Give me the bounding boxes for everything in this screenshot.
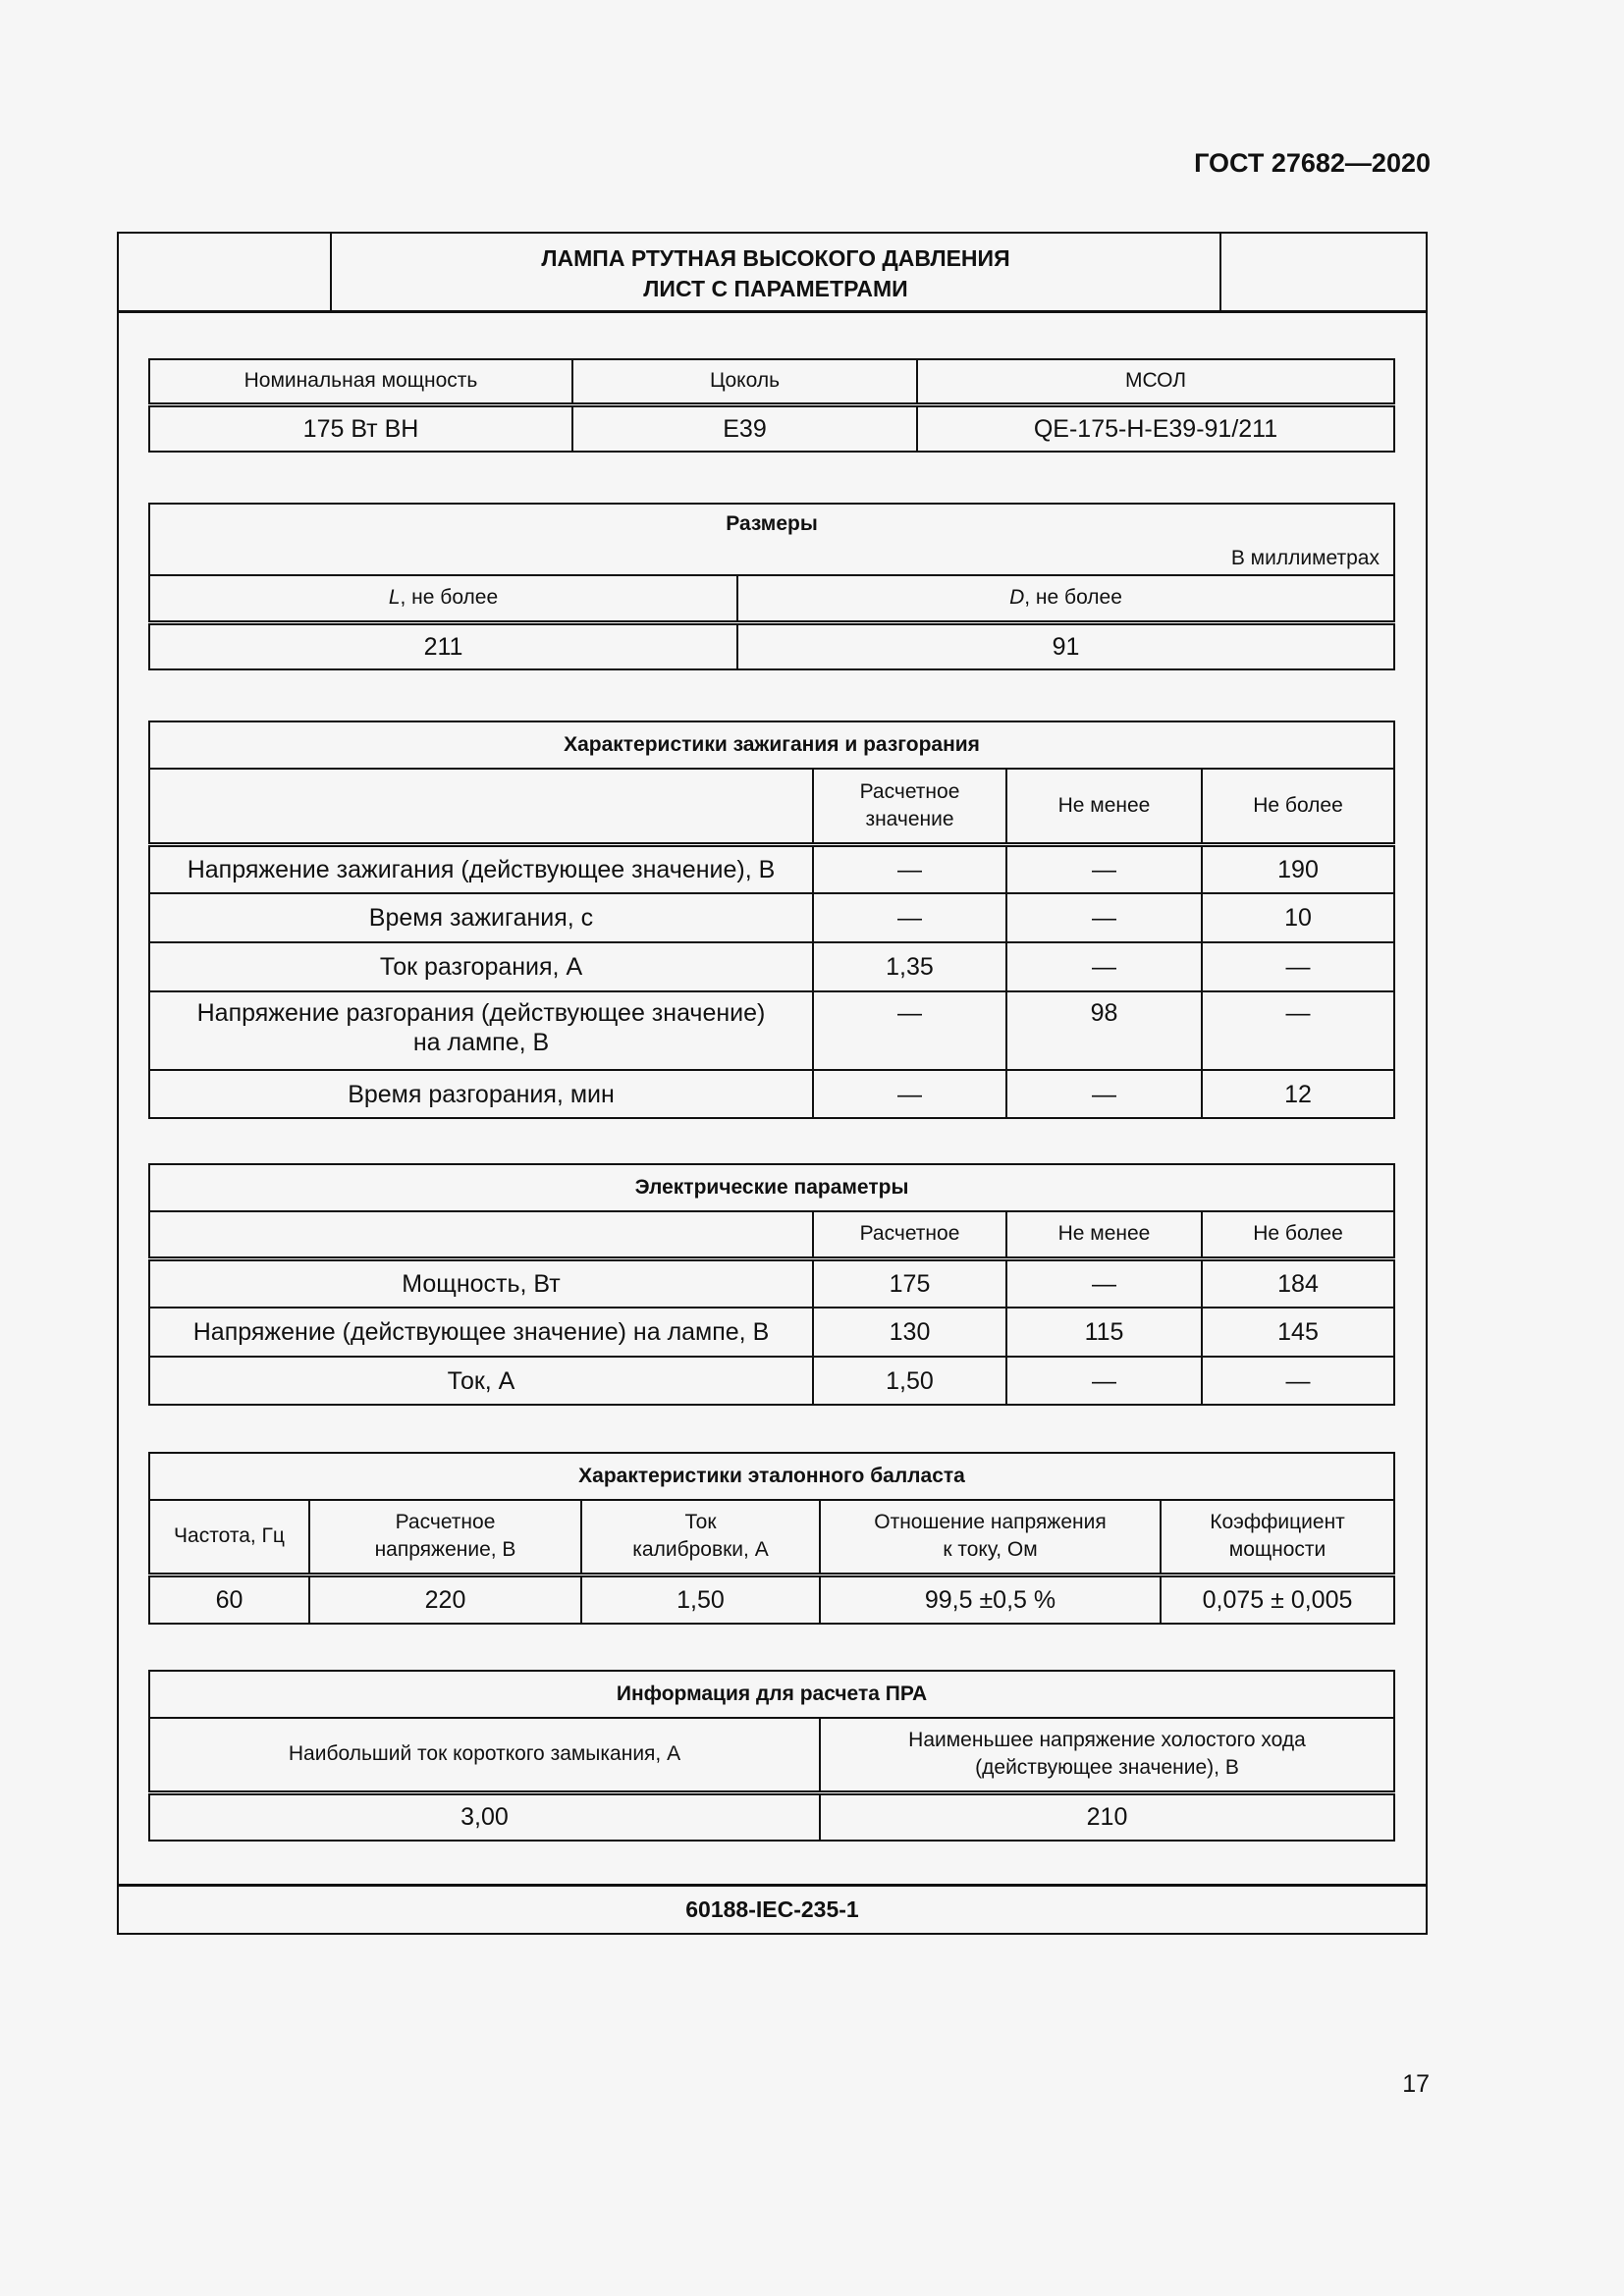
table-row [149, 991, 1394, 1070]
header-cell [820, 1718, 1394, 1792]
header-cell: Цоколь [572, 359, 917, 404]
value-cell: 175 [813, 1258, 1006, 1308]
symbol-d: D [1009, 586, 1025, 610]
table-title: Характеристики эталонного балласта [149, 1453, 1394, 1500]
param-line: Напряжение разгорания (действующее значение) [196, 999, 766, 1027]
table-row [149, 1671, 1394, 1718]
header-cell [820, 1500, 1161, 1575]
sheet-header [119, 234, 1426, 313]
table-row [149, 504, 1394, 543]
sheet-title [332, 243, 1219, 304]
table-row [149, 769, 1394, 844]
value-cell: 211 [149, 622, 737, 669]
sheet-code: 60188-IEC-235-1 [119, 1884, 1426, 1933]
value-cell: 12 [1202, 1070, 1394, 1118]
value-cell: 1,35 [813, 942, 1006, 991]
electrical-table [148, 1163, 1395, 1406]
value-cell: — [813, 893, 1006, 942]
symbol-l: L [388, 586, 401, 610]
table-row [149, 1308, 1394, 1357]
value-cell: 220 [309, 1575, 581, 1624]
value-cell: 175 Вт ВН [149, 404, 572, 452]
header-cell [309, 1500, 581, 1575]
table-row [149, 575, 1394, 622]
table-row [149, 893, 1394, 942]
param-cell: Напряжение зажигания (действующее значение), В [149, 844, 813, 893]
header-line: Частота, Гц [174, 1524, 285, 1548]
header-line: напряжение, В [374, 1538, 516, 1562]
value-cell: 99,5 ±0,5 % [820, 1575, 1161, 1624]
table-row [149, 543, 1394, 575]
table-row [149, 1211, 1394, 1258]
header-cell: Расчетное значение [813, 769, 1006, 844]
param-cell: Ток разгорания, А [149, 942, 813, 991]
header-cell [1161, 1500, 1394, 1575]
header-cell [149, 769, 813, 844]
sheet-title-line2: ЛИСТ С ПАРАМЕТРАМИ [643, 276, 908, 301]
table-row [149, 1792, 1394, 1841]
table-row [149, 1258, 1394, 1308]
value-cell: — [1006, 1357, 1202, 1405]
param-cell: Время разгорания, мин [149, 1070, 813, 1118]
table-row [149, 404, 1394, 452]
param-cell: Напряжение (действующее значение) на лампе, В [149, 1308, 813, 1357]
table-row [149, 1500, 1394, 1575]
header-cell [149, 1718, 820, 1792]
param-cell: Ток, А [149, 1357, 813, 1405]
header-line: (действующее значение), В [975, 1756, 1239, 1780]
value-cell: — [1006, 942, 1202, 991]
header-line: Ток [684, 1511, 717, 1534]
value-cell: 145 [1202, 1308, 1394, 1357]
header-cell [149, 575, 737, 622]
value-cell: — [813, 991, 1006, 1070]
value-cell: — [1006, 844, 1202, 893]
table-row [149, 1164, 1394, 1211]
table-row [149, 1575, 1394, 1624]
table-title: Размеры [149, 504, 1394, 543]
value-cell: 184 [1202, 1258, 1394, 1308]
value-cell: 10 [1202, 893, 1394, 942]
ballast-table [148, 1452, 1395, 1625]
table-title: Характеристики зажигания и разгорания [149, 721, 1394, 769]
header-suffix: , не более [1024, 586, 1122, 610]
value-cell: 190 [1202, 844, 1394, 893]
header-line: Расчетное [395, 1511, 496, 1534]
header-cell: Расчетное [813, 1211, 1006, 1258]
header-cell [149, 1500, 309, 1575]
value-cell: — [1202, 942, 1394, 991]
value-cell: — [1202, 991, 1394, 1070]
header-cell: Не менее [1006, 1211, 1202, 1258]
header-cell [149, 1211, 813, 1258]
table-row [149, 1357, 1394, 1405]
header-cell: МСОЛ [917, 359, 1394, 404]
header-cell: Номинальная мощность [149, 359, 572, 404]
identification-table [148, 358, 1395, 453]
header-cell [581, 1500, 820, 1575]
header-cell: Не более [1202, 769, 1394, 844]
table-row [149, 1070, 1394, 1118]
table-row [149, 622, 1394, 669]
header-line: к току, Ом [943, 1538, 1038, 1562]
header-line: Отношение напряжения [874, 1511, 1107, 1534]
page-number: 17 [1402, 2070, 1430, 2098]
table-row [149, 1453, 1394, 1500]
value-cell: — [1202, 1357, 1394, 1405]
standard-number: ГОСТ 27682—2020 [1194, 148, 1431, 178]
sheet-title-line1: ЛАМПА РТУТНАЯ ВЫСОКОГО ДАВЛЕНИЯ [541, 245, 1010, 271]
value-cell: 98 [1006, 991, 1202, 1070]
header-cell [737, 575, 1394, 622]
table-row [149, 844, 1394, 893]
table-row [149, 359, 1394, 404]
value-cell: — [1006, 1258, 1202, 1308]
header-line: Наименьшее напряжение холостого хода [908, 1729, 1306, 1752]
header-line: Коэффициент [1210, 1511, 1345, 1534]
param-cell [149, 991, 813, 1070]
header-line: мощности [1228, 1538, 1326, 1562]
table-row [149, 942, 1394, 991]
value-cell: 0,075 ± 0,005 [1161, 1575, 1394, 1624]
value-cell: QE-175-H-E39-91/211 [917, 404, 1394, 452]
value-cell: 60 [149, 1575, 309, 1624]
gear-info-table [148, 1670, 1395, 1842]
value-cell: 1,50 [813, 1357, 1006, 1405]
value-cell: 1,50 [581, 1575, 820, 1624]
value-cell: — [813, 844, 1006, 893]
param-line: на лампе, В [412, 1029, 550, 1056]
table-row [149, 721, 1394, 769]
header-cell: Не более [1202, 1211, 1394, 1258]
table-title: Информация для расчета ПРА [149, 1671, 1394, 1718]
value-cell: — [1006, 893, 1202, 942]
value-cell: 3,00 [149, 1792, 820, 1841]
param-cell: Время зажигания, с [149, 893, 813, 942]
table-title: Электрические параметры [149, 1164, 1394, 1211]
value-cell: 210 [820, 1792, 1394, 1841]
table-row [149, 1718, 1394, 1792]
header-divider-right [1219, 234, 1221, 310]
param-cell: Мощность, Вт [149, 1258, 813, 1308]
value-cell: 91 [737, 622, 1394, 669]
header-cell: Не менее [1006, 769, 1202, 844]
header-line: Наибольший ток короткого замыкания, А [288, 1742, 681, 1766]
unit-note: В миллиметрах [149, 543, 1394, 575]
value-cell: — [813, 1070, 1006, 1118]
value-cell: 130 [813, 1308, 1006, 1357]
ignition-table [148, 721, 1395, 1119]
value-cell: — [1006, 1070, 1202, 1118]
dimensions-table [148, 503, 1395, 670]
header-line: калибровки, А [632, 1538, 769, 1562]
value-cell: Е39 [572, 404, 917, 452]
header-suffix: , не более [400, 586, 499, 610]
value-cell: 115 [1006, 1308, 1202, 1357]
